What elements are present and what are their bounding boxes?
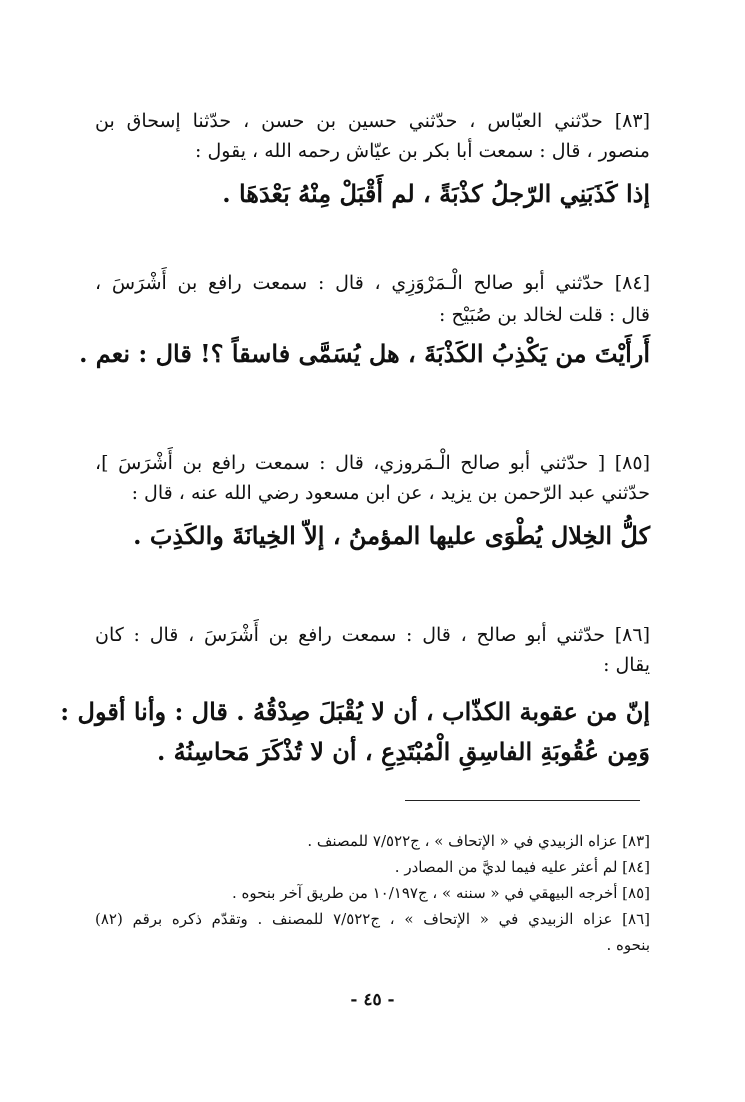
isnad-line: [٨٤] حدّثني أبو صالح الْـمَرْوَزِي ، قال : سمعت رافع بن أَشْرَسَ ، — [95, 272, 650, 294]
matn-line: أَرأَيْتَ من يَكْذِبُ الكَذْبَةَ ، هل يُسَمَّى فاسقاً ؟! قال : نعم . — [79, 339, 650, 368]
isnad-line: حدّثني عبد الرّحمن بن يزيد ، عن ابن مسعود رضي الله عنه ، قال : — [131, 482, 650, 504]
page-number: - ٤٥ - — [350, 990, 395, 1010]
isnad-line: [٨٦] حدّثني أبو صالح ، قال : سمعت رافع بن أَشْرَسَ ، قال : كان — [95, 624, 650, 646]
matn-line: إذا كَذَبَنِي الرّجلُ كذْبَةً ، لم أَقْبَلْ مِنْهُ بَعْدَهَا . — [222, 179, 650, 208]
isnad-line: [٨٥] [ حدّثني أبو صالح الْـمَروزي، قال : سمعت رافع بن أَشْرَسَ ]، — [95, 452, 650, 474]
footnote-84: [٨٤] لم أعثر عليه فيما لديَّ من المصادر . — [394, 858, 650, 876]
footnote-divider — [405, 800, 640, 801]
isnad-line: [٨٣] حدّثني العبّاس ، حدّثني حسين بن حسن ، حدّثنا إسحاق بن — [95, 110, 650, 132]
footnotes — [95, 828, 650, 958]
matn-line: وَمِن عُقُوبَةِ الفاسِقِ الْمُبْتَدِعِ ، أن لا تُذْكَرَ مَحاسِنُهُ . — [156, 737, 650, 766]
footnote-86-continued: بنحوه . — [606, 936, 650, 954]
hadith-entry-85 — [95, 448, 650, 554]
matn-line: كلُّ الخِلال يُطْوَى عليها المؤمنُ ، إلاّ الخِيانَةَ والكَذِبَ . — [133, 521, 650, 550]
hadith-entry-83 — [95, 106, 650, 212]
isnad-line: يقال : — [603, 654, 650, 676]
hadith-entry-86 — [60, 620, 650, 770]
footnote-83: [٨٣] عزاه الزبيدي في « الإتحاف » ، ج٧/٥٢٢ للمصنف . — [307, 832, 650, 850]
isnad-line: منصور ، قال : سمعت أبا بكر بن عيّاش رحمه الله ، يقول : — [195, 140, 650, 162]
footnote-85: [٨٥] أخرجه البيهقي في « سننه » ، ج١٠/١٩٧ من طريق آخر بنحوه . — [231, 884, 650, 902]
isnad-line: قال : قلت لخالد بن صُبَيْح : — [439, 304, 650, 326]
matn-line: إنّ من عقوبة الكذّاب ، أن لا يُقْبَلَ صِدْقُهُ . قال : وأنا أقول : — [60, 697, 650, 726]
footnote-86: [٨٦] عزاه الزبيدي في « الإتحاف » ، ج٧/٥٢٢ للمصنف . وتقدّم ذكره برقم (٨٢) — [95, 910, 650, 928]
hadith-entry-84 — [79, 268, 650, 372]
